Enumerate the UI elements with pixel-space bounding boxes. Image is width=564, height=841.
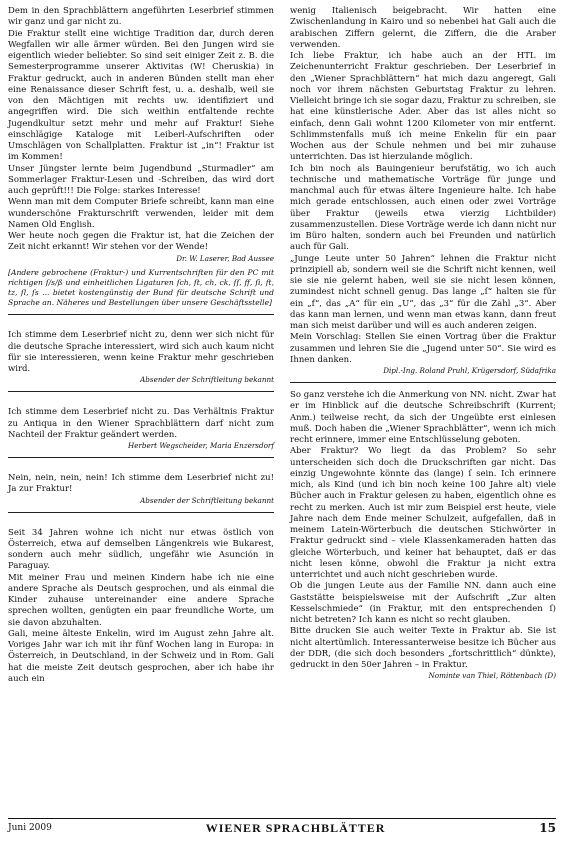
paragraph: So ganz verstehe ich die Anmerkung von NN. nicht. Zwar hat er im Hinblick auf die deutsche Schreibschrift (Kurrent; Anm.) teilweise recht, da sich der Ungeübte erst einlesen muß. Doch haben die „Wiener Sprachblätter“, wenn ich mich recht erinnere, immer eine Entschlüsselung geboten. — [290, 390, 556, 445]
paragraph: Ich liebe Fraktur, ich habe auch an der HTL im Zeichenunterricht Fraktur geschrieben. Der Leserbrief in den „Wiener Sprachblättern“ hat mich dazu angeregt, Gali noch vor ihrem nächsten Geburtstag Fraktur zu lehren. Vielleicht bringe ich sie sogar dazu, Fraktur zu schreiben, sie hat eine künstlerische Ader. Aber das ist alles nicht so einfach, denn Gali wohnt 1200 Kilometer von mir entfernt. Schlimmstenfalls muß ich meine Enkelin für ein paar Wochen aus der Schule nehmen und bei mir zuhause unterrichten. Das ist hierzulande möglich. — [290, 51, 556, 163]
paragraph: Die Fraktur stellt eine wichtige Tradition dar, durch deren Wegfallen wir alle ärmer würden. Bei den Jungen wird sie eigentlich wieder beliebter. So sind seit einiger Zeit z. B. die Semesterprogramme unserer Aktivitas (W! Cheruskia) in Fraktur gedruckt, auch in anderen Bünden stellt man eher eine Renaissance dieser Schrift fest, u. a. deshalb, weil sie von den Mächtigen mit rechts uw. identifiziert und angegriffen wird. Die sich weithin entfaltende rechte Jugendkultur setzt mehr und mehr auf Fraktur! Siehe einschlägige Kataloge mit Leiberl-Aufschriften oder Umschlägen von Schallplatten. Fraktur ist „in“! Fraktur ist im Kommen! — [8, 28, 274, 163]
signature-pruhl: Dipl.-Ing. Roland Pruhl, Krügersdorf, Südafrika — [383, 366, 556, 375]
right-column — [290, 6, 556, 681]
page-footer — [8, 818, 556, 837]
paragraph: Aber Fraktur? Wo liegt da das Problem? So sehr unterscheiden sich doch die Druckschriften gar nicht. Das einzig Ungewohnte könnte das (lange) ſ sein. Ich erinnere mich, als Kind (und ich bin noch keine 100 Jahre alt) viele Bücher auch in Fraktur gelesen zu haben, eigentlich ohne es recht zu merken. Auch ist mir zum Beispiel erst heute, viele Jahre nach dem Ende meiner Schulzeit, aufgefallen, daß in meinem Latein-Wörterbuch die deutschen Stichwörter in Fraktur gedruckt sind – viele Klassenkameraden hatten das gleiche Wörterbuch, und keiner hat behauptet, daß er das nicht lesen könne, obwohl die Fraktur ja nicht extra unterrichtet und auch nicht geschrieben wurde. — [290, 446, 556, 580]
letter-van-thiel — [290, 390, 556, 671]
letter-anonymous-2: Nein, nein, nein, nein! Ich stimme dem Leserbrief nicht zu! Ja zur Fraktur! — [8, 473, 274, 495]
paragraph: „Junge Leute unter 50 Jahren“ lehnen die Fraktur nicht prinzipiell ab, sondern weil sie die Schrift nicht kennen, weil sie sie nie gelernt haben, weil sie sie nicht lesen können, zumindest nicht schnell genug. Das lange „ſ“ halten sie für ein „f“, das „A“ für ein „U“, das „3“ für die Zahl „3“. Aber das kann man lernen, und wenn man etwas kann, dann freut man sich meist darüber und will es auch anderen zeigen. — [290, 253, 556, 331]
letter-wegscheider: Ich stimme dem Leserbrief nicht zu. Das Verhältnis Fraktur zu Antiqua in den Wiener Sprachblättern darf nicht zum Nachteil der Fraktur geändert werden. — [8, 407, 274, 440]
paragraph: Bitte drucken Sie auch weiter Texte in Fraktur ab. Sie ist nicht altertümlich. Interessanterweise besitze ich Bücher aus der DDR, (die sich doch besonders „fortschrittlich“ dünkte), gedruckt in den 50er Jahren – in Fraktur. — [290, 626, 556, 670]
signature-laserer: Dr. W. Laserer, Bad Aussee — [176, 253, 274, 263]
left-column — [8, 6, 274, 685]
divider — [8, 512, 274, 513]
editor-note: [Andere gebrochene (Fraktur-) und Kurrentschriften für den PC mit richtigen ſ/s/ß und einheitlichen Ligaturen ſch, ſt, ch, ck, ſſ, ff, ſi, ft, tz, ſl, ſs ... bietet kostengünstig der Bund für deutsche Schrift und Sprache an. Näheres und Bestellungen über unsere Geschäftsstelle] — [8, 267, 274, 308]
paragraph: wenig Italienisch beigebracht. Wir hatten eine Zwischenlandung in Kairo und so nebenbei hat Gali auch die arabischen Ziffern gelernt, die Ziffern, die die Araber verwenden. — [290, 6, 556, 50]
letter-pruhl-start — [8, 528, 274, 686]
page-number: 15 — [539, 821, 556, 835]
divider — [8, 457, 274, 458]
paragraph: Wer heute noch gegen die Fraktur ist, hat die Zeichen der Zeit nicht erkannt! Wir stehen vor der Wende! — [8, 231, 274, 253]
paragraph: Wenn man mit dem Computer Briefe schreibt, kann man eine wunderschöne Frakturschrift verwenden, leider mit dem Namen Old English. — [8, 197, 274, 230]
letter-laserer — [8, 6, 274, 254]
signature-van-thiel: Nominte van Thiel, Röttenbach (D) — [428, 671, 556, 681]
paragraph: Unser Jüngster lernte beim Jugendbund „Sturmadler“ am Sommerlager Fraktur-Lesen und -Schreiben, das wird dort auch geprüft!!! Die Folge: starkes Interesse! — [8, 163, 274, 196]
paragraph: Ich bin noch als Bauingenieur berufstätig, wo ich auch technische und mathematische Vorträge für junge und manchmal auch für etwas ältere Ingenieure halte. Ich habe mich gerade entschlossen, auch einen oder zwei Vorträge über Fraktur (jeweils etwa vierzig Lichtbilder) zusammenzustellen. Diese Vorträge werde ich dann nicht nur im Büro halten, sondern auch bei Freunden und natürlich auch für Gali. — [290, 163, 556, 253]
paragraph: Mein Vorschlag: Stellen Sie einen Vortrag über die Fraktur zusammen und lehren Sie die „Jugend unter 50“. Sie wird es Ihnen danken. — [290, 332, 556, 365]
paragraph: Gali, meine älteste Enkelin, wird im August zehn Jahre alt. Voriges Jahr war ich mit ihr fünf Wochen lang in Europa: in Österreich, in Deutschland, in der Schweiz und in Rom. Gali hat die meiste Zeit deutsch gesprochen, aber ich habe ihr auch ein — [8, 628, 274, 684]
paragraph: Mit meiner Frau und meinen Kindern habe ich nie eine andere Sprache als Deutsch gesprochen, und als einmal die Kinder zuhause untereinander eine andere Sprache sprechen wollten, genügten ein paar freundliche Worte, um sie davon abzuhalten. — [8, 572, 274, 628]
divider — [290, 382, 556, 383]
magazine-title: WIENER SPRACHBLÄTTER — [205, 820, 386, 835]
divider — [8, 391, 274, 392]
signature-anonymous-2: Absender der Schriftleitung bekannt — [140, 495, 274, 505]
issue-date: Juni 2009 — [8, 823, 52, 833]
divider — [8, 314, 274, 315]
paragraph: Dem in den Sprachblättern angeführten Leserbrief stimmen wir ganz und gar nicht zu. — [8, 6, 274, 28]
letter-pruhl-continued — [290, 6, 556, 366]
signature-wegscheider: Herbert Wegscheider, Maria Enzersdorf — [127, 441, 274, 451]
paragraph: Ob die jungen Leute aus der Familie NN. dann auch eine Gaststätte beispielsweise mit der Aufschrift „Zur alten Kesselschmiede“ (in Fraktur, mit den entsprechenden ſ) nicht betreten? Ich kann es nicht so recht glauben. — [290, 581, 556, 625]
signature-anonymous-1: Absender der Schriftleitung bekannt — [140, 375, 274, 385]
letter-anonymous-1: Ich stimme dem Leserbrief nicht zu, denn wer sich nicht für die deutsche Sprache interessiert, wird sich auch kaum nicht für sie interessieren, wenn keine Fraktur mehr geschrieben wird. — [8, 330, 274, 375]
paragraph: Seit 34 Jahren wohne ich nicht nur etwas östlich von Österreich, etwa auf demselben Längenkreis wie Bukarest, sondern auch mehr südlich, ungefähr wie Asunción in Paraguay. — [8, 527, 274, 572]
